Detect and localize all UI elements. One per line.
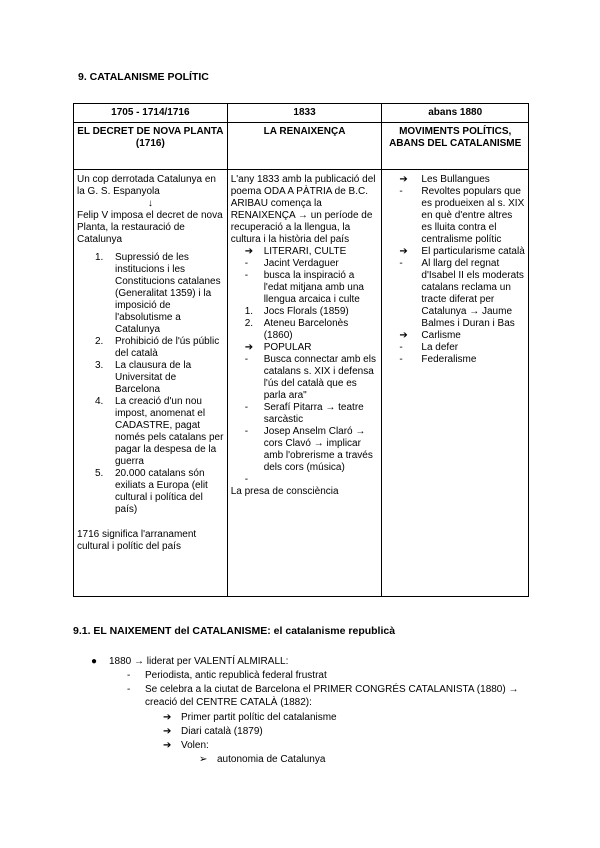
list-item: 3. La clausura de la Universitat de Barcelona [95, 360, 192, 395]
popular-heading: ➔ POPULAR [244, 342, 312, 353]
triangle-arrow-icon: ➢ [199, 754, 208, 765]
list-item: 1. Supressió de les institucions i les Constitucions catalanes (Generalitat 1359) i la imposició de l'absolutisme a Catalunya [95, 252, 221, 335]
section-arrow-item: Volen: [181, 740, 209, 751]
section-arrow-item: Diari català (1879) [181, 726, 263, 737]
header-col1: 1705 - 1714/1716 [74, 104, 228, 123]
arrow-icon: ➔ [163, 726, 172, 737]
col1-body [74, 170, 228, 597]
section-sub1: Periodista, antic republicà federal frustrat [145, 670, 327, 681]
subheader-col2: LA RENAIXENÇA [227, 123, 382, 170]
list-item: - La defer [399, 342, 459, 353]
col2-body [227, 170, 382, 597]
header-col2: 1833 [227, 104, 382, 123]
down-arrow-icon: ↓ [147, 198, 153, 209]
col2-footer: La presa de consciència [230, 486, 339, 497]
list-item: 2. Prohibició de l'ús públic del català [95, 336, 220, 359]
list-item: 5. 20.000 catalans són exiliats a Europa (elit cultural i política del país) [95, 468, 208, 515]
header-col3: abans 1880 [382, 104, 529, 123]
col1-intro: Un cop derrotada Catalunya en la G. S. Espanyola [77, 174, 216, 197]
history-table [73, 103, 529, 597]
list-item: - Busca connectar amb els catalans s. XIX i defensa l'ús del català que es parla ara" [244, 354, 376, 401]
arrow-icon: ➔ [244, 246, 254, 257]
arrow-icon: ➔ [163, 740, 172, 751]
col3-body [382, 170, 529, 597]
subheader-col1: EL DECRET DE NOVA PLANTA (1716) [74, 123, 228, 170]
literari-heading: ➔ LITERARI, CULTE [244, 246, 347, 257]
col1-footer: 1716 significa l'arranament cultural i polític del país [77, 529, 197, 552]
list-item: - Al llarg del regnat d'Isabel II els moderats catalans reclama un tracte diferat per Catalunya → Jaume Balmes i Duran i Bas [399, 258, 524, 329]
list-item: - [244, 474, 249, 485]
dash-icon: - [127, 670, 131, 681]
list-item: - Jacint Verdaguer [244, 258, 339, 269]
list-item: - Serafí Pitarra → teatre sarcàstic [244, 402, 364, 425]
arrow-icon: ➔ [163, 712, 172, 723]
section-heading: 9.1. EL NAIXEMENT del CATALANISME: el catalanisme republicà [73, 625, 396, 637]
subheader-col3: MOVIMENTS POLÍTICS, ABANS DEL CATALANISME [382, 123, 529, 170]
bullet-icon: ● [91, 656, 98, 667]
list-item: - busca la inspiració a l'edat mitjana amb una llengua arcaica i culte [244, 270, 364, 305]
section-sub2: Se celebra a la ciutat de Barcelona el PRIMER CONGRÉS CATALANISTA (1880) → creació del CENTRE CATALÀ (1882): [145, 684, 519, 708]
list-item: 4. La creació d'un nou impost, anomenat el CADASTRE, pagat només pels catalans per pagar la despesa de la guerra [95, 396, 224, 467]
list-item: - Federalisme [399, 354, 477, 365]
section-line1: 1880 → liderat per VALENTÍ ALMIRALL: [109, 656, 289, 667]
list-item: - Revoltes populars que es produeixen al s. XIX en què d'entre altres es lluita contra el centralisme polític [399, 186, 525, 245]
col2-intro: L'any 1833 amb la publicació del poema ODA A PÀTRIA de B.C. ARIBAU comença la RENAIXENÇA → un període de recuperació a la llengua, la cultura i la història del país [230, 174, 376, 245]
col1-intro2: Felip V imposa el decret de nova Planta, la restauració de Catalunya [77, 210, 223, 245]
col1-list [77, 252, 224, 516]
page-heading: 9. CATALANISME POLÍTIC [78, 71, 209, 83]
list-item: 2. Ateneu Barcelonès (1860) [244, 318, 349, 341]
arrow-icon: ➔ [244, 342, 254, 353]
list-item: 1. Jocs Florals (1859) [244, 306, 349, 317]
list-item: ➔ El particularisme català [399, 246, 525, 257]
list-item: ➔ Carlisme [399, 330, 461, 341]
list-item: ➔ Les Bullangues [399, 174, 490, 185]
list-item: - Josep Anselm Claró → cors Clavó → implicar amb l'obrerisme a través dels cors (música) [244, 426, 373, 473]
dash-icon: - [127, 684, 131, 695]
section-arrow-item: Primer partit polític del catalanisme [181, 712, 337, 723]
section-tri-item: autonomia de Catalunya [217, 754, 326, 765]
